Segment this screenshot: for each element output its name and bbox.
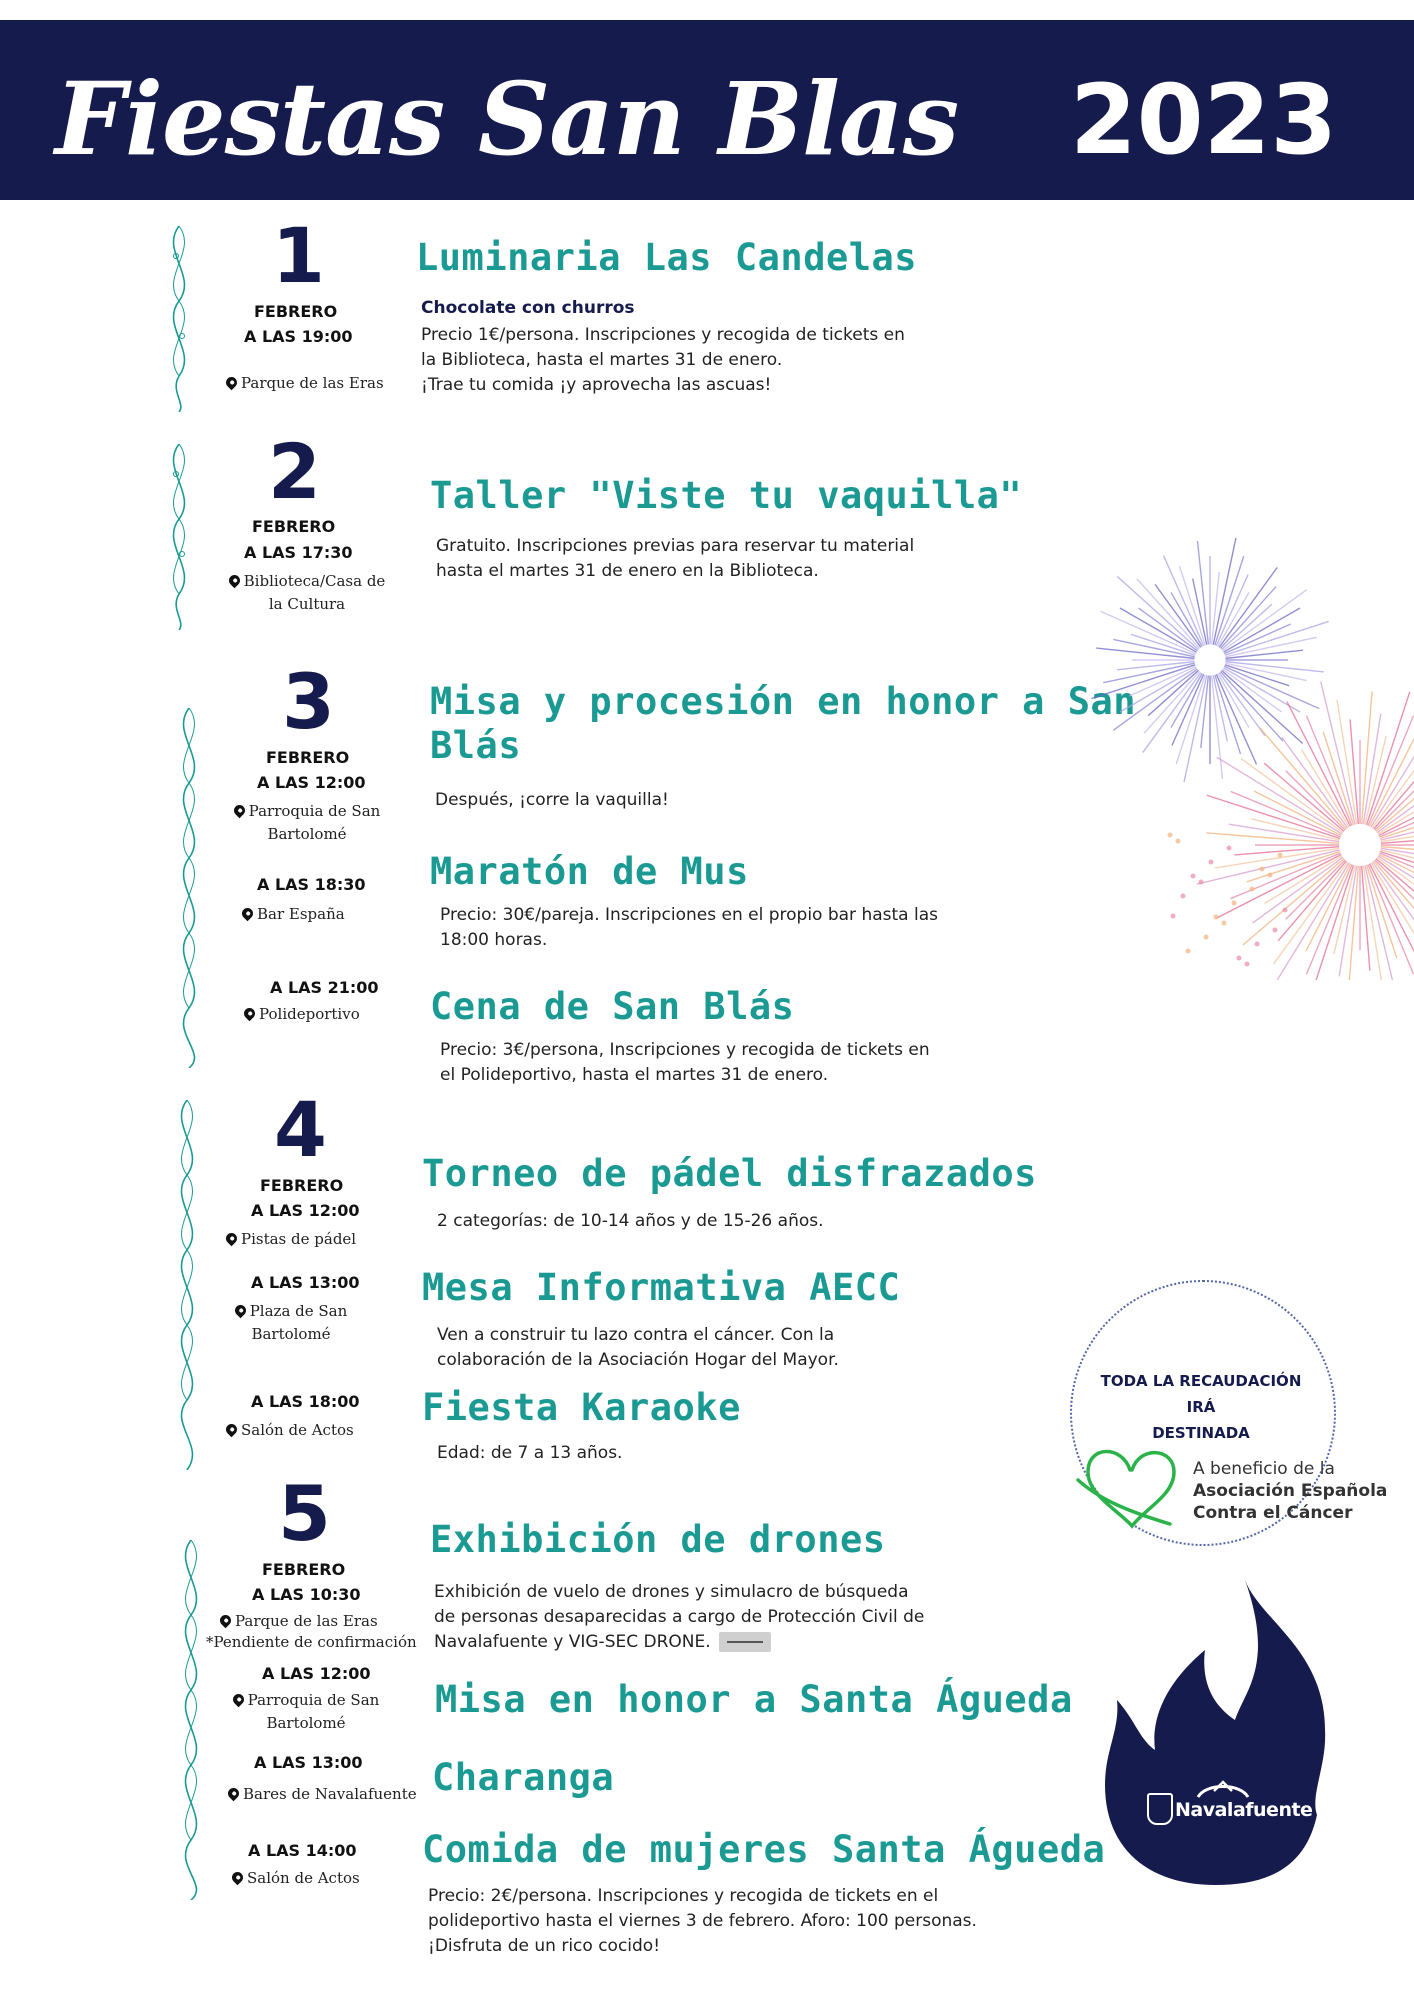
- location-pin-icon: [231, 802, 247, 818]
- page-year: 2023: [1070, 64, 1338, 176]
- drone-logo-icon: [719, 1632, 771, 1652]
- day-number: 3: [282, 657, 335, 746]
- event-title: Exhibición de drones: [430, 1518, 886, 1561]
- event-location: Parroquia de San Bartolomé: [232, 800, 382, 846]
- event-title: Taller "Viste tu vaquilla": [430, 474, 1023, 517]
- event-location: Pistas de pádel: [226, 1228, 356, 1251]
- page-title: Fiestas San Blas: [55, 60, 959, 178]
- event-description: Precio: 2€/persona. Inscripciones y recogida de tickets en el polideportivo hasta el viernes 3 de febrero. Aforo: 100 personas. ¡Disfruta de un rico cocido!: [428, 1886, 977, 1956]
- event-time: A LAS 12:00: [251, 1201, 360, 1220]
- location-pin-icon: [224, 1421, 240, 1437]
- event-time: A LAS 14:00: [248, 1841, 357, 1860]
- day-month: FEBRERO: [252, 517, 336, 536]
- event-time: A LAS 17:30: [244, 543, 353, 562]
- location-pin-icon: [224, 374, 240, 390]
- event-time: A LAS 12:00: [262, 1664, 371, 1683]
- event-subtitle: Chocolate con churros: [421, 298, 635, 318]
- vine-ornament-icon: [178, 1540, 204, 1900]
- event-description: 2 categorías: de 10-14 años y de 15-26 años.: [437, 1211, 824, 1231]
- event-title: Charanga: [432, 1756, 615, 1799]
- flame-icon: [1095, 1580, 1335, 1885]
- event-title: Luminaria Las Candelas: [416, 236, 918, 279]
- location-pin-icon: [232, 1302, 248, 1318]
- location-pin-icon: [226, 1785, 242, 1801]
- event-location: Plaza de San Bartolomé: [226, 1300, 356, 1346]
- event-location: Polideportivo: [244, 1003, 360, 1026]
- town-crest-icon: [1147, 1793, 1173, 1825]
- aecc-logo-line2: Asociación Española: [1193, 1481, 1388, 1501]
- event-title: Misa y procesión en honor a San Blás: [430, 680, 1137, 767]
- event-location: Bares de Navalafuente: [228, 1783, 417, 1806]
- event-title: Misa en honor a Santa Águeda: [435, 1678, 1073, 1721]
- event-time: A LAS 13:00: [251, 1273, 360, 1292]
- municipality-name: Navalafuente: [1175, 1799, 1313, 1821]
- event-time: A LAS 12:00: [257, 773, 366, 792]
- event-description: Precio: 3€/persona, Inscripciones y recogida de tickets en el Polideportivo, hasta el martes 31 de enero.: [440, 1040, 930, 1085]
- event-description: Después, ¡corre la vaquilla!: [435, 790, 669, 810]
- confirmation-note: *Pendiente de confirmación: [206, 1633, 417, 1651]
- event-description: Ven a construir tu lazo contra el cáncer. Con la colaboración de la Asociación Hogar del Mayor.: [437, 1325, 839, 1370]
- event-description: Precio: 30€/pareja. Inscripciones en el propio bar hasta las 18:00 horas.: [440, 905, 938, 950]
- event-location: Bar España: [242, 903, 345, 926]
- day-number: 5: [278, 1469, 331, 1558]
- event-title: Maratón de Mus: [430, 850, 749, 893]
- event-title: Torneo de pádel disfrazados: [422, 1152, 1037, 1195]
- day-number: 4: [274, 1085, 327, 1174]
- day-month: FEBRERO: [254, 302, 338, 321]
- vine-ornament-icon: [174, 1100, 200, 1470]
- vine-ornament-icon: [176, 708, 202, 1068]
- day-month: FEBRERO: [266, 748, 350, 767]
- event-location: Parque de las Eras: [226, 372, 384, 395]
- event-location: Biblioteca/Casa de la Cultura: [226, 570, 388, 616]
- day-number: 1: [272, 211, 325, 300]
- event-title: Comida de mujeres Santa Águeda: [422, 1828, 1106, 1871]
- location-pin-icon: [230, 1691, 246, 1707]
- event-location: Salón de Actos: [226, 1419, 354, 1442]
- event-description: Edad: de 7 a 13 años.: [437, 1443, 623, 1463]
- event-description: Precio 1€/persona. Inscripciones y recogida de tickets en la Biblioteca, hasta el martes 31 de enero. ¡Trae tu comida ¡y aprovecha las ascuas!: [421, 325, 905, 395]
- day-month: FEBRERO: [260, 1176, 344, 1195]
- aecc-logo-line3: Contra el Cáncer: [1193, 1503, 1353, 1523]
- event-time: A LAS 10:30: [252, 1585, 361, 1604]
- town-logo-mark: [1196, 1779, 1250, 1799]
- aecc-logo-line1: A beneficio de la: [1193, 1459, 1335, 1479]
- location-pin-icon: [226, 572, 242, 588]
- event-time: A LAS 21:00: [270, 978, 379, 997]
- day-month: FEBRERO: [262, 1560, 346, 1579]
- charity-heading: TODA LA RECAUDACIÓN IRÁ DESTINADA: [1100, 1372, 1302, 1442]
- heart-ribbon-icon: [1070, 1440, 1194, 1530]
- event-location: Salón de Actos: [232, 1867, 360, 1890]
- event-description: Exhibición de vuelo de drones y simulacro de búsqueda de personas desaparecidas a cargo de Protección Civil de Navalafuente y VIG-SEC DRONE.: [434, 1582, 925, 1652]
- event-title: Cena de San Blás: [430, 985, 795, 1028]
- vine-ornament-icon: [166, 444, 192, 630]
- fireworks-icon: [1060, 535, 1414, 980]
- vine-ornament-icon: [166, 226, 192, 412]
- location-pin-icon: [230, 1869, 246, 1885]
- day-number: 2: [268, 427, 321, 516]
- event-location: Parque de las Eras: [220, 1610, 378, 1633]
- header-banner: [0, 20, 1414, 200]
- event-time: A LAS 19:00: [244, 327, 353, 346]
- event-description: Gratuito. Inscripciones previas para reservar tu material hasta el martes 31 de enero en la Biblioteca.: [436, 536, 915, 581]
- event-time: A LAS 18:00: [251, 1392, 360, 1411]
- location-pin-icon: [224, 1230, 240, 1246]
- event-location: Parroquia de San Bartolomé: [226, 1689, 386, 1735]
- event-title: Fiesta Karaoke: [422, 1386, 741, 1429]
- event-time: A LAS 13:00: [254, 1753, 363, 1772]
- location-pin-icon: [242, 1005, 258, 1021]
- location-pin-icon: [218, 1612, 234, 1628]
- event-time: A LAS 18:30: [257, 875, 366, 894]
- event-title: Mesa Informativa AECC: [422, 1266, 901, 1309]
- location-pin-icon: [240, 905, 256, 921]
